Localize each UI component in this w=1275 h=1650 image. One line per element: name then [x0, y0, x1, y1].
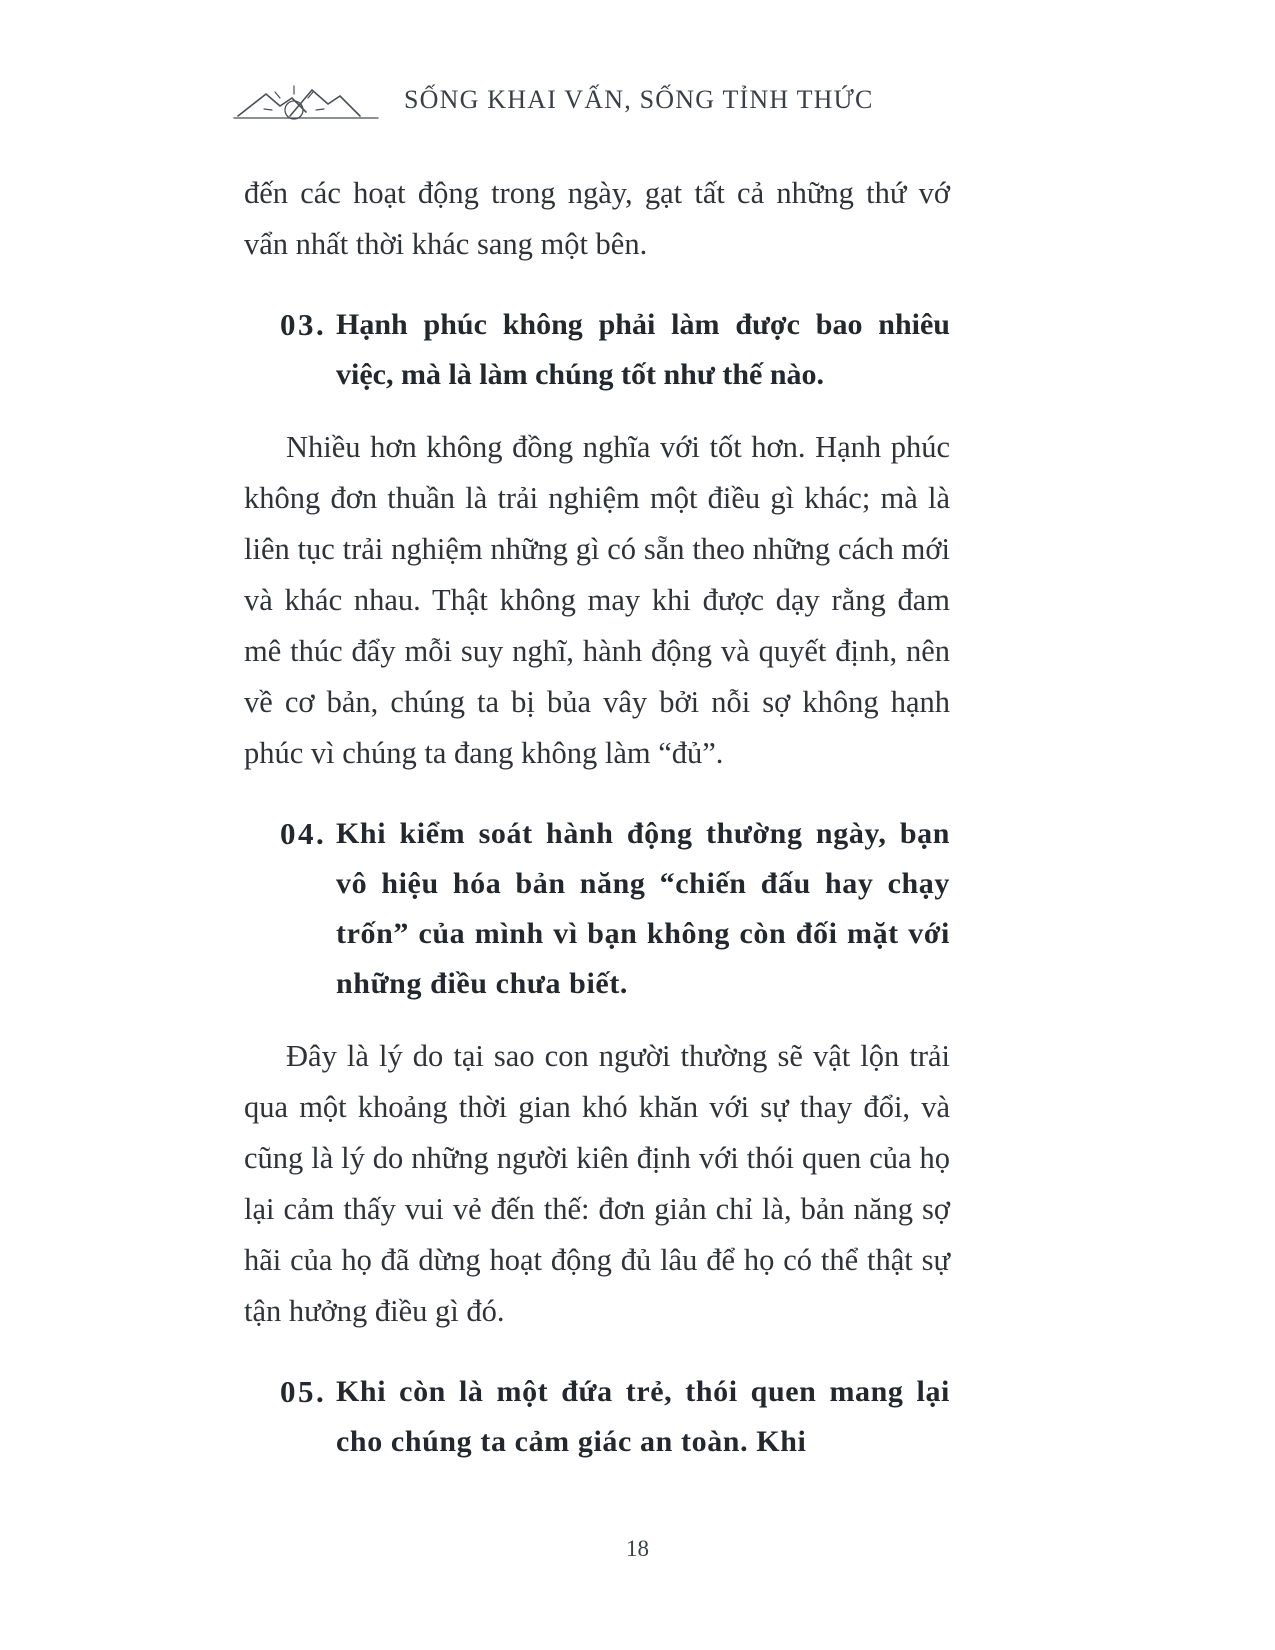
numbered-item-04-text: Khi kiểm soát hành động thường ngày, bạn vô hiệu hóa bản năng “chiến đấu hay chạy trốn” của mình vì bạn không còn đối mặt với những điều chưa biết. [336, 817, 950, 1000]
mountain-sunrise-icon [232, 72, 382, 128]
running-head [232, 70, 1052, 130]
page-number: 18 [626, 1536, 649, 1561]
numbered-item-05-text: Khi còn là một đứa trẻ, thói quen mang lại cho chúng ta cảm giác an toàn. Khi [336, 1375, 950, 1458]
numbered-item-05 [244, 1367, 950, 1467]
numbered-item-04 [244, 809, 950, 1009]
page-content [244, 168, 950, 1489]
numbered-item-03 [244, 300, 950, 400]
paragraph-04: Đây là lý do tại sao con người thường sẽ vật lộn trải qua một khoảng thời gian khó khăn với sự thay đổi, và cũng là lý do những người kiên định với thói quen của họ lại cảm thấy vui vẻ đến thế: đơn giản chỉ là, bản năng sợ hãi của họ đã dừng hoạt động đủ lâu để họ có thể thật sự tận hưởng điều gì đó. [244, 1039, 950, 1328]
running-head-title: SỐNG KHAI VẤN, SỐNG TỈNH THỨC [404, 85, 874, 114]
paragraph-03: Nhiều hơn không đồng nghĩa với tốt hơn. Hạnh phúc không đơn thuần là trải nghiệm một điều gì khác; mà là liên tục trải nghiệm những gì có sẵn theo những cách mới và khác nhau. Thật không may khi được dạy rằng đam mê thúc đẩy mỗi suy nghĩ, hành động và quyết định, nên về cơ bản, chúng ta bị bủa vây bởi nỗi sợ không hạnh phúc vì chúng ta đang không làm “đủ”. [244, 430, 950, 770]
numbered-item-03-text: Hạnh phúc không phải làm được bao nhiêu việc, mà là làm chúng tốt như thế nào. [336, 308, 950, 391]
paragraph-continued: đến các hoạt động trong ngày, gạt tất cả những thứ vớ vẩn nhất thời khác sang một bên. [244, 176, 950, 261]
numbered-item-05-number: 05. [280, 1374, 327, 1409]
numbered-item-03-number: 03. [280, 307, 327, 342]
numbered-item-04-number: 04. [280, 816, 327, 851]
